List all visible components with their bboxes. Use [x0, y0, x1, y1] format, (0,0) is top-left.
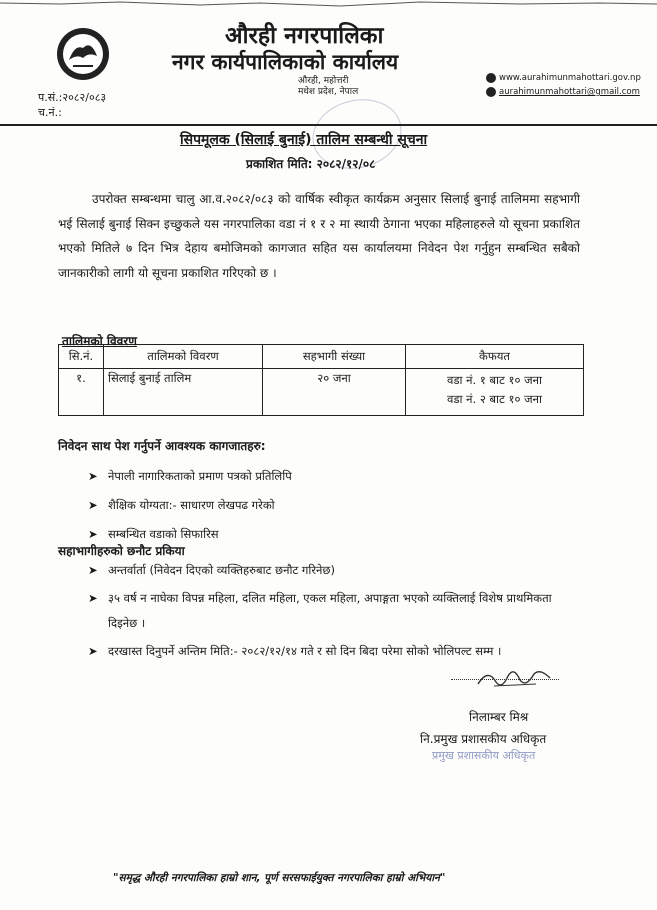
remarks-ward-2: वडा नं. २ बाट १० जना — [446, 392, 542, 406]
signature-stamp: प्रमुख प्रशासकीय अधिकृत — [432, 749, 536, 762]
col-header-participants: सहभागी संख्या — [263, 345, 406, 369]
office-name: नगर कार्यपालिकाको कार्यालय — [172, 50, 399, 74]
col-header-sn: सि.नं. — [59, 345, 104, 369]
table-row — [59, 369, 584, 416]
email-row — [486, 85, 641, 99]
list-item-text: अन्तर्वार्ता (निवेदन दिएको व्यक्तिहरुबाट छनौट गरिनेछ) — [108, 563, 335, 577]
published-date: प्रकाशित मिति: २०८२/१२/०८ — [246, 157, 376, 171]
signatory-name: निलाम्बर मिश्र — [469, 710, 529, 724]
table-caption: तालिमको विवरण — [62, 334, 137, 348]
globe-icon — [486, 73, 496, 83]
header-divider — [0, 124, 657, 126]
municipality-name: औरही नगरपालिका — [225, 23, 384, 49]
col-header-description: तालिमको विवरण — [104, 345, 263, 369]
contact-info — [486, 71, 641, 99]
documents-list — [88, 462, 292, 549]
ref-no: प.सं.:२०८२/०८३ — [38, 91, 107, 104]
list-item — [88, 462, 292, 491]
list-item-text: शैक्षिक योग्यता:- साधारण लेखपढ गरेको — [108, 498, 275, 512]
training-table — [58, 344, 584, 416]
municipality-emblem-icon — [55, 26, 111, 82]
cell-participants: २० जना — [263, 369, 406, 416]
arrow-bullet-icon: ➤ — [88, 527, 98, 541]
list-item — [88, 639, 568, 664]
arrow-bullet-icon: ➤ — [88, 644, 98, 658]
documents-heading: निवेदन साथ पेश गर्नुपर्ने आवश्यक कागजातहरु: — [58, 439, 266, 453]
signature-line — [451, 679, 559, 680]
arrow-bullet-icon: ➤ — [88, 498, 98, 512]
website-row — [486, 71, 641, 85]
torn-top-edge — [0, 0, 657, 10]
email-icon — [486, 87, 496, 97]
cell-remarks — [406, 369, 584, 416]
footer-slogan: "समृद्ध औरही नगरपालिका हाम्रो शान, पूर्ण सरसफाईयुक्त नगरपालिका हाम्रो अभियान" — [113, 872, 446, 884]
selection-heading: सहाभागीहरुको छनौट प्रकिया — [58, 544, 185, 558]
website-link[interactable]: www.aurahimunmahottari.gov.np — [499, 73, 641, 83]
list-item-text: सम्बन्धित वडाको सिफारिस — [108, 527, 219, 541]
arrow-bullet-icon: ➤ — [88, 563, 98, 577]
list-item-text: नेपाली नागारिकताको प्रमाण पत्रको प्रतिलिपि — [108, 469, 292, 483]
list-item-text: ३५ वर्ष न नाघेका विपन्न महिला, दलित महिला, एकल महिला, अपाङ्गता भएको व्यक्तिलाई विशेष प्राथमिकता दिइनेछ । — [108, 591, 552, 630]
selection-list — [88, 558, 568, 667]
col-header-remarks: कैफयत — [406, 345, 584, 369]
dispatch-no: च.नं.: — [38, 106, 62, 119]
address-province: मधेश प्रदेश, नेपाल — [298, 87, 359, 97]
cell-description: सिलाई बुनाई तालिम — [104, 369, 263, 416]
notice-subject: सिपमूलक (सिलाई बुनाई) तालिम सम्बन्धी सूचना — [180, 132, 428, 148]
reference-numbers — [38, 90, 106, 120]
table-header-row — [59, 345, 584, 369]
list-item — [88, 586, 568, 636]
signatory-title: नि.प्रमुख प्रशासकीय अधिकृत — [420, 732, 547, 746]
list-item-text: दरखास्त दिनुपर्ने अन्तिम मिति:- २०८२/१२/१४ गते र सो दिन बिदा परेमा सोको भोलिपल्ट सम्म । — [108, 644, 502, 658]
arrow-bullet-icon: ➤ — [88, 469, 98, 483]
remarks-ward-1: वडा नं. १ बाट १० जना — [446, 373, 542, 387]
arrow-bullet-icon: ➤ — [88, 591, 98, 605]
notice-body: उपरोक्त सम्बन्धमा चालु आ.व.२०८२/०८३ को वार्षिक स्वीकृत कार्यक्रम अनुसार सिलाई बुनाई तालिममा सहभागी भई सिलाई बुनाई सिक्न इच्छुकले यस नगरपालिका वडा नं १ र २ मा स्थायी ठेगाना भएका महिलाहरुले यो सूचना प्रकाशित भएको मितिले ७ दिन भित्र देहाय बमोजिमको कागजात सहित यस कार्यालयमा निवेदन पेश गर्नुहुन सम्बन्धित सबैको जानकारीको लागी यो सूचना प्रकाशित गरिएको छ । — [58, 192, 580, 280]
office-address — [298, 76, 358, 98]
email-link[interactable]: aurahimunmahottari@gmail.com — [499, 87, 640, 97]
list-item — [88, 491, 292, 520]
list-item — [88, 558, 568, 583]
cell-sn: १. — [59, 369, 104, 416]
address-district: औरही, महोत्तरी — [298, 76, 349, 86]
